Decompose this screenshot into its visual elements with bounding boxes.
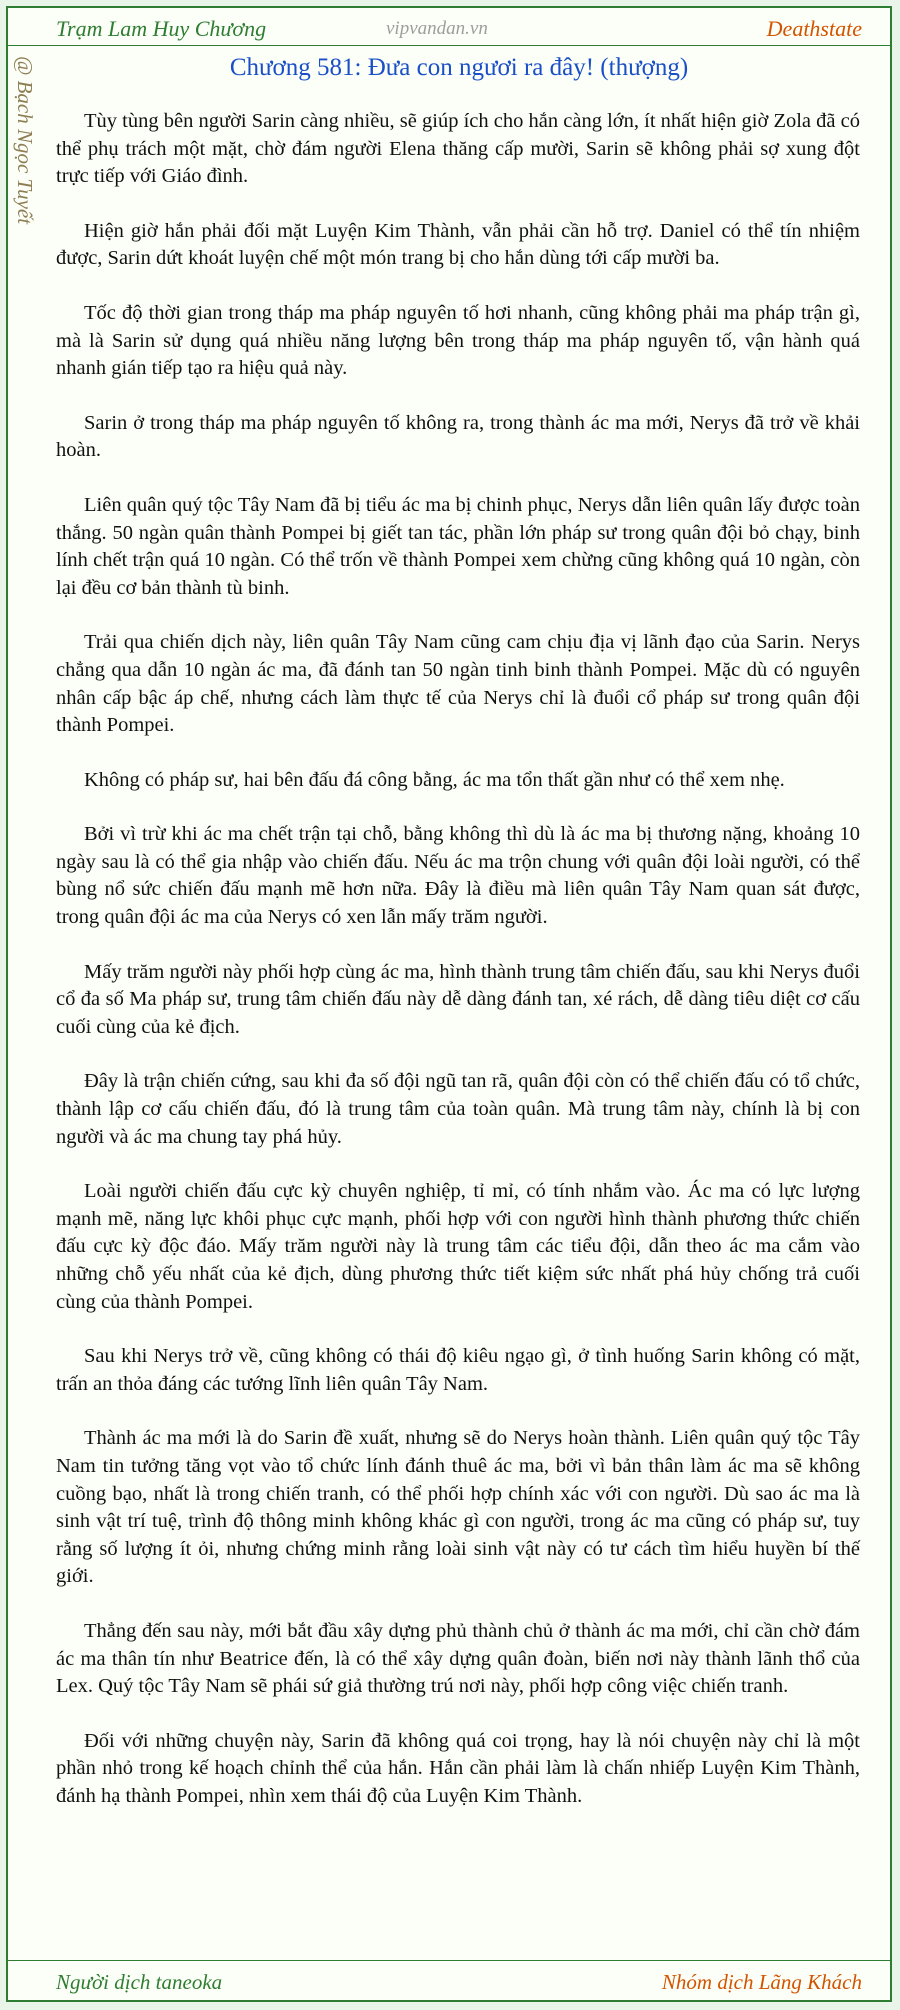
paragraph: Liên quân quý tộc Tây Nam đã bị tiểu ác ma bị chinh phục, Nerys dẫn liên quân lấy được toàn thắng. 50 ngàn quân thành Pompei bị giết tan tác, phần lớn pháp sư trong quân đội bỏ chạy, binh lính chết trận quá 10 ngàn. Có thể trốn về thành Pompei xem chừng cũng không quá 10 ngàn, còn lại đều cơ bản thành tù binh.: [56, 493, 860, 599]
chapter-title: Chương 581: Đưa con ngươi ra đây! (thượng): [229, 54, 689, 81]
side-watermark-text: @ Bạch Ngọc Tuyết: [13, 56, 37, 225]
page-header: [8, 8, 890, 46]
paragraph: Đối với những chuyện này, Sarin đã không quá coi trọng, hay là nói chuyện này chỉ là một phần nhỏ trong kế hoạch chỉnh thể của hắn. Hắn cần phải làm là chấn nhiếp Luyện Kim Thành, đánh hạ thành Pompei, nhìn xem thái độ của Luyện Kim Thành.: [56, 1729, 860, 1807]
paragraph: Trải qua chiến dịch này, liên quân Tây Nam cũng cam chịu địa vị lãnh đạo của Sarin. Nerys chẳng qua dẫn 10 ngàn ác ma, đã đánh tan 50 ngàn tinh binh thành Pompei. Mặc dù có nguyên nhân cấp bậc áp chế, nhưng cách làm thực tế của Nerys chỉ là đuổi cổ pháp sư trong quân đội thành Pompei.: [56, 631, 860, 737]
paragraph: Sau khi Nerys trở về, cũng không có thái độ kiêu ngạo gì, ở tình huống Sarin không có mặt, trấn an thỏa đáng các tướng lĩnh liên quân Tây Nam.: [56, 1345, 860, 1395]
paragraph: Mấy trăm người này phối hợp cùng ác ma, hình thành trung tâm chiến đấu, sau khi Nerys đuổi cổ đa số Ma pháp sư, trung tâm chiến đấu này dễ dàng đánh tan, xé rách, dễ dàng tiêu diệt cơ cấu cuối cùng của kẻ địch.: [56, 960, 860, 1038]
chapter-body: [56, 108, 860, 1838]
paragraph: Tùy tùng bên người Sarin càng nhiều, sẽ giúp ích cho hắn càng lớn, ít nhất hiện giờ Zola đã có thể phụ trách một mặt, chờ đám người Elena thăng cấp mười, Sarin sẽ không phải sợ xung đột trực tiếp với Giáo đình.: [56, 110, 860, 188]
paragraph: Thẳng đến sau này, mới bắt đầu xây dựng phủ thành chủ ở thành ác ma mới, chỉ cần chờ đám ác ma thân tín như Beatrice đến, là có thể xây dựng quân đoàn, biến nơi này thành lãnh thổ của Lex. Quý tộc Tây Nam sẽ phái sứ giả thường trú nơi này, phối hợp công việc chiến tranh.: [56, 1619, 860, 1698]
paragraph: Bởi vì trừ khi ác ma chết trận tại chỗ, bằng không thì dù là ác ma bị thương nặng, khoảng 10 ngày sau là có thể gia nhập vào chiến đấu. Nếu ác ma trộn chung với quân đội loài người, có thể bùng nổ sức chiến đấu mạnh mẽ hơn nữa. Đây là điều mà liên quân Tây Nam quan sát được, trong quân đội ác ma của Nerys có xen lẫn mấy trăm người.: [56, 823, 860, 929]
paragraph: Loài người chiến đấu cực kỳ chuyên nghiệp, tỉ mỉ, có tính nhắm vào. Ác ma có lực lượng mạnh mẽ, năng lực khôi phục cực mạnh, phối hợp với con người hình thành phương thức chiến đấu cực kỳ độc đáo. Mấy trăm người này là trung tâm các tiểu đội, dẫn theo ác ma cắm vào những chỗ yếu nhất của kẻ địch, dùng phương thức tiết kiệm sức nhất phá hủy chống trả cuối cùng của thành Pompei.: [56, 1180, 860, 1313]
paragraph: Hiện giờ hắn phải đối mặt Luyện Kim Thành, vẫn phải cần hỗ trợ. Daniel có thể tín nhiệm được, Sarin dứt khoát luyện chế một món trang bị cho hắn dùng tới cấp mười ba.: [56, 219, 860, 270]
page-frame: [6, 6, 892, 2002]
paragraph: Không có pháp sư, hai bên đấu đá công bằng, ác ma tổn thất gần như có thể xem nhẹ.: [84, 768, 785, 791]
header-site-name: Trạm Lam Huy Chương: [56, 16, 267, 41]
side-watermark: [12, 56, 42, 316]
paragraph: Sarin ở trong tháp ma pháp nguyên tố không ra, trong thành ác ma mới, Nerys đã trở về khải hoàn.: [56, 411, 860, 462]
paragraph: Thành ác ma mới là do Sarin đề xuất, nhưng sẽ do Nerys hoàn thành. Liên quân quý tộc Tây Nam tin tưởng tăng vọt vào tổ chức lính đánh thuê ác ma, bởi vì bản thân làm ác ma sẽ không cuồng bạo, nhất là trong chiến tranh, có thể phối hợp chính xác với con người. Dù sao ác ma là sinh vật trí tuệ, trình độ thông minh không khác gì con người, trong ác ma cũng có pháp sư, tuy rằng số lượng ít ỏi, nhưng chứng minh rằng loài sinh vật này có tư cách tìm hiểu huyền bí thế giới.: [56, 1427, 860, 1588]
footer-translator: Người dịch taneoka: [56, 1970, 223, 1994]
paragraph: Tốc độ thời gian trong tháp ma pháp nguyên tố hơi nhanh, cũng không phải ma pháp trận gì, mà là Sarin sử dụng quá nhiều năng lượng bên trong tháp ma pháp nguyên tố, vận hành quá nhanh gián tiếp tạo ra hiệu quả này.: [56, 301, 860, 380]
header-author: Deathstate: [766, 16, 862, 41]
paragraph: Đây là trận chiến cứng, sau khi đa số đội ngũ tan rã, quân đội còn có thể chiến đấu có tổ chức, thành lập cơ cấu chiến đấu, đó là trung tâm của toàn quân. Mà trung tâm này, chính là bị con người và ác ma chung tay phá hủy.: [56, 1070, 860, 1148]
footer-group: Nhóm dịch Lãng Khách: [661, 1970, 862, 1994]
header-url: vipvandan.vn: [386, 18, 488, 39]
page-footer: [8, 1960, 890, 2000]
